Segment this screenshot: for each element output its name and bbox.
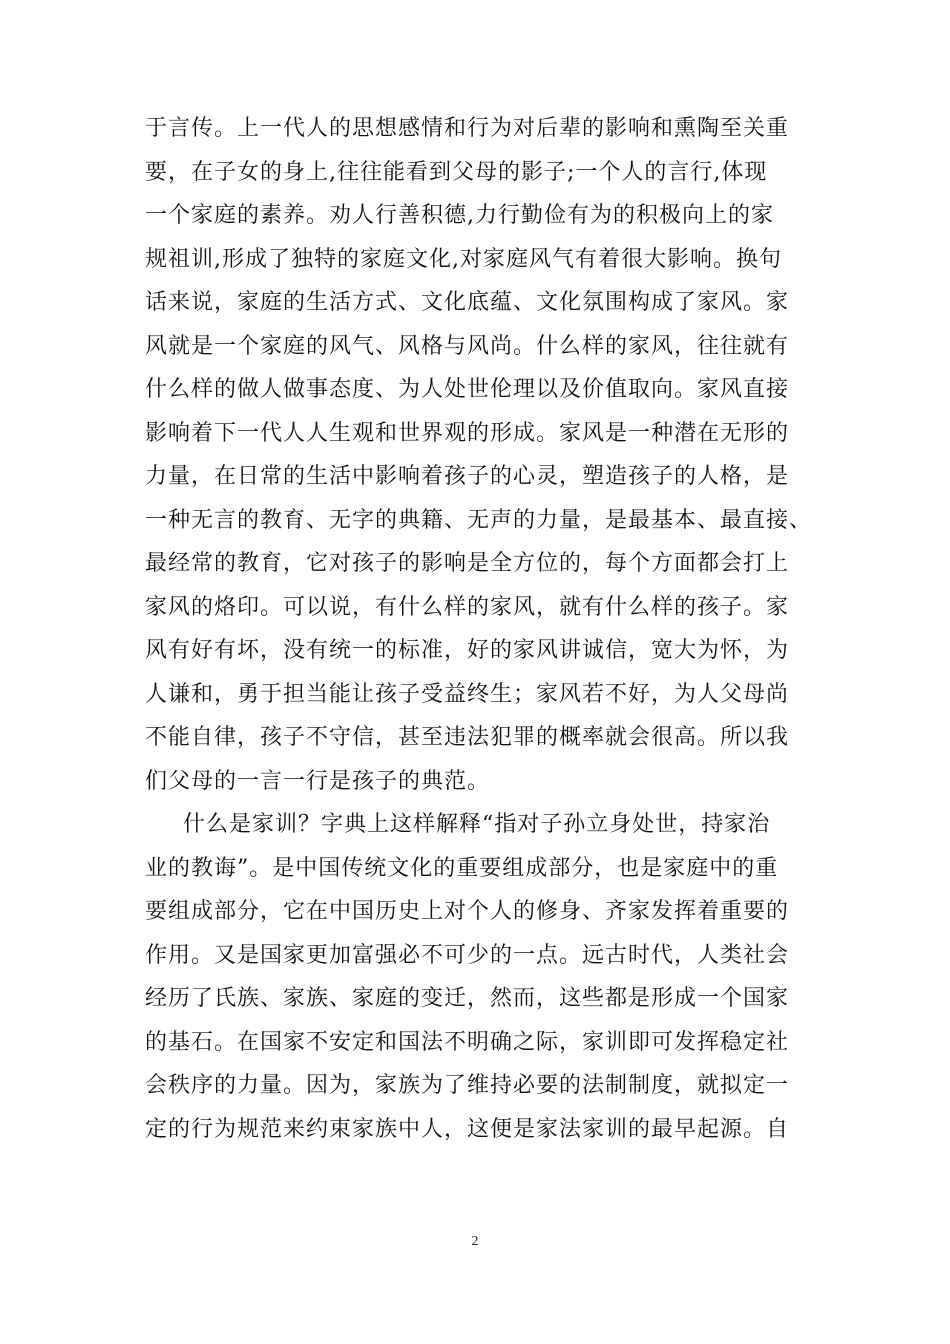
text-line: 要，在子女的身上,往往能看到父母的影子;一个人的言行,体现 xyxy=(145,159,768,185)
text-line: 们父母的一言一行是孩子的典范。 xyxy=(145,768,491,794)
text-line: 风有好有坏，没有统一的标准，好的家风讲诚信，宽大为怀，为 xyxy=(145,638,790,663)
text-line: 什么是家训？字典上这样解释“指对子孙立身处世，持家治 xyxy=(183,812,771,837)
page-number: 2 xyxy=(471,1234,479,1249)
text-line: 经历了氏族、家族、家庭的变迁，然而，这些都是形成一个国家 xyxy=(145,986,790,1011)
text-line: 话来说，家庭的生活方式、文化底蕴、文化氛围构成了家风。家 xyxy=(145,290,790,315)
text-line: 一种无言的教育、无字的典籍、无声的力量，是最基本、最直接、 xyxy=(145,507,813,533)
text-line: 风就是一个家庭的风气、风格与风尚。什么样的家风，往往就有 xyxy=(145,333,790,359)
text-line: 不能自律，孩子不守信，甚至违法犯罪的概率就会很高。所以我 xyxy=(145,725,790,750)
text-line: 人谦和，勇于担当能让孩子受益终生；家风若不好，为人父母尚 xyxy=(145,681,790,707)
text-line: 作用。又是国家更加富强必不可少的一点。远古时代，人类社会 xyxy=(145,942,790,968)
text-line: 家风的烙印。可以说，有什么样的家风，就有什么样的孩子。家 xyxy=(145,594,790,620)
text-line: 什么样的做人做事态度、为人处世伦理以及价值取向。家风直接 xyxy=(145,377,790,402)
text-line: 于言传。上一代人的思想感情和行为对后辈的影响和熏陶至关重 xyxy=(145,116,790,141)
text-line: 最经常的教育，它对孩子的影响是全方位的，每个方面都会打上 xyxy=(145,551,790,576)
text-line: 定的行为规范来约束家族中人，这便是家法家训的最早起源。自 xyxy=(145,1116,790,1142)
text-line: 要组成部分，它在中国历史上对个人的修身、齐家发挥着重要的 xyxy=(145,899,790,924)
body-text xyxy=(145,107,815,1151)
text-line: 规祖训,形成了独特的家庭文化,对家庭风气有着很大影响。换句 xyxy=(145,246,782,272)
paragraph-1 xyxy=(145,107,815,803)
text-line: 一个家庭的素养。劝人行善积德,力行勤俭有为的积极向上的家 xyxy=(145,203,774,228)
paragraph-2 xyxy=(145,803,815,1151)
text-line: 业的教诲”。是中国传统文化的重要组成部分，也是家庭中的重 xyxy=(145,855,779,881)
text-line: 影响着下一代人人生观和世界观的形成。家风是一种潜在无形的 xyxy=(145,420,790,446)
text-line: 会秩序的力量。因为，家族为了维持必要的法制制度，就拟定一 xyxy=(145,1073,790,1098)
text-line: 力量，在日常的生活中影响着孩子的心灵，塑造孩子的人格，是 xyxy=(145,464,790,489)
text-line: 的基石。在国家不安定和国法不明确之际，家训即可发挥稳定社 xyxy=(145,1029,790,1055)
